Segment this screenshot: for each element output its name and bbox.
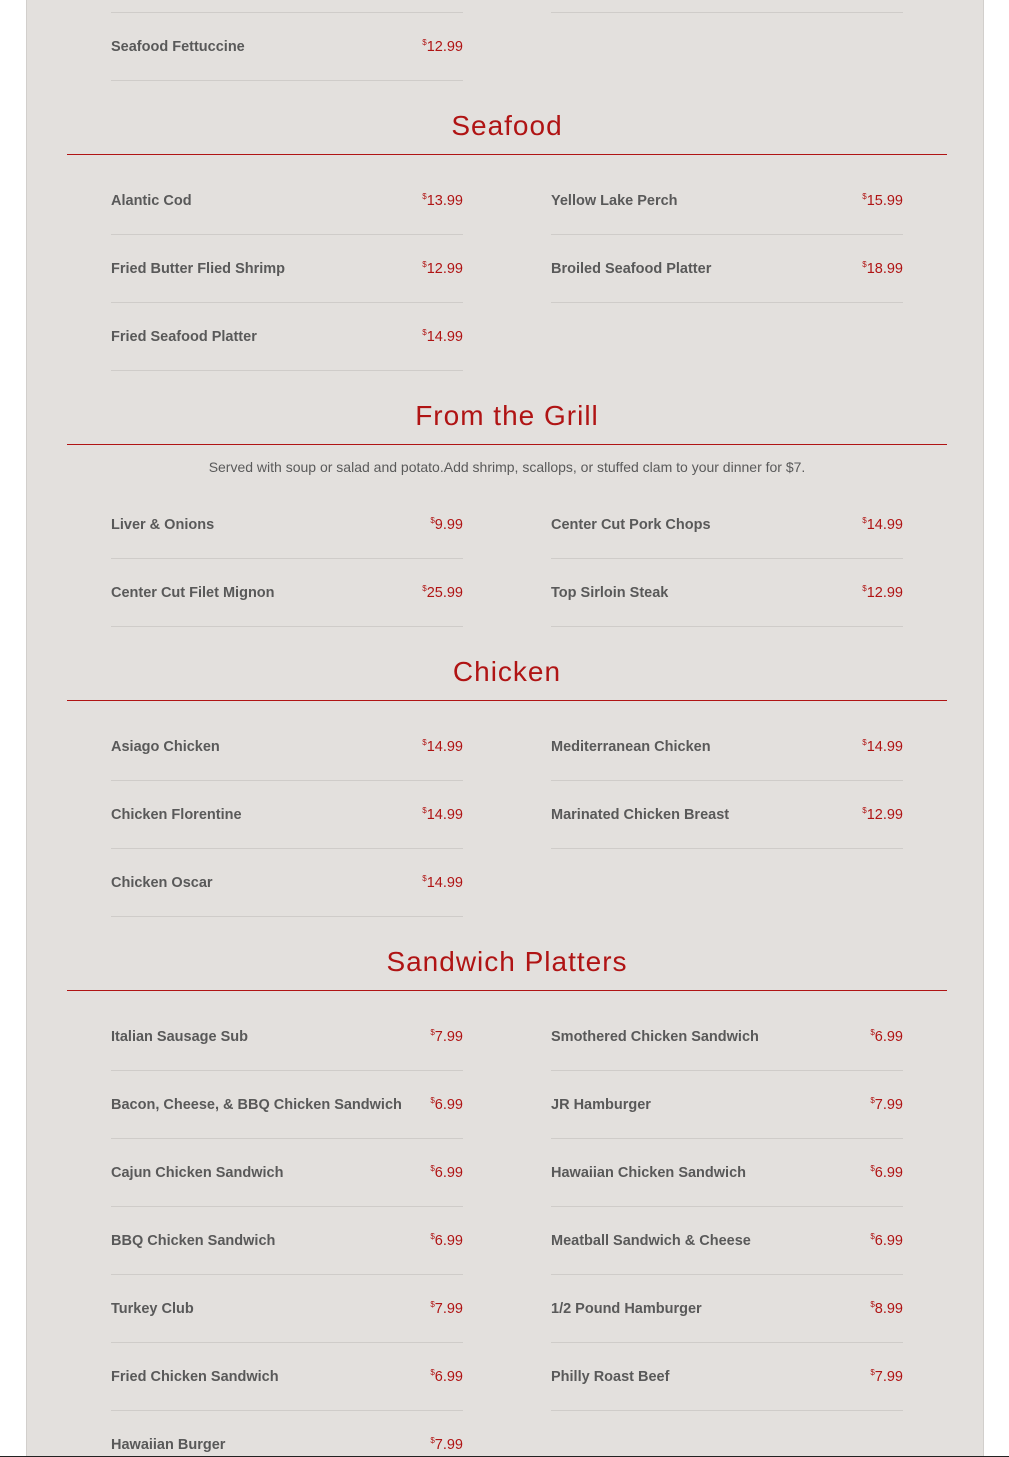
- currency-symbol: $: [422, 191, 427, 201]
- currency-symbol: $: [430, 1435, 435, 1445]
- currency-symbol: $: [430, 1095, 435, 1105]
- menu-section-seafood: [67, 98, 947, 371]
- currency-symbol: $: [422, 873, 427, 883]
- menu-item-top-sirloin-steak: [551, 559, 903, 627]
- currency-symbol: $: [870, 1231, 875, 1241]
- menu-item-seafood-fettuccine: [111, 13, 463, 81]
- price-amount: 14.99: [866, 738, 903, 755]
- menu-content: [67, 0, 947, 1456]
- currency-symbol: $: [422, 37, 427, 47]
- menu-section-sandwich-platters: [67, 934, 947, 1456]
- menu-item-price: [430, 1097, 463, 1113]
- menu-item-price: [870, 1301, 903, 1317]
- menu-item-price: [430, 1165, 463, 1181]
- menu-item-price: [430, 1029, 463, 1045]
- menu-item-name: 1/2 Pound Hamburger: [551, 1300, 702, 1317]
- price-amount: 8.99: [874, 1300, 903, 1317]
- menu-item-price: [870, 1233, 903, 1249]
- menu-item-price: [430, 1233, 463, 1249]
- currency-symbol: $: [862, 515, 867, 525]
- menu-item-price: [862, 585, 903, 601]
- menu-item-price: [862, 739, 903, 755]
- menu-item-cutoff: [111, 0, 463, 13]
- menu-item-price: [862, 517, 903, 533]
- menu-item-name: BBQ Chicken Sandwich: [111, 1232, 276, 1249]
- currency-symbol: $: [422, 737, 427, 747]
- menu-item-liver-onions: [111, 491, 463, 559]
- menu-item-name: Asiago Chicken: [111, 738, 220, 755]
- currency-symbol: $: [862, 583, 867, 593]
- currency-symbol: $: [862, 805, 867, 815]
- menu-item-price: [422, 807, 463, 823]
- menu-item-name: Cajun Chicken Sandwich: [111, 1164, 284, 1181]
- price-amount: 14.99: [426, 806, 463, 823]
- menu-item-price: [862, 193, 903, 209]
- menu-sections: [67, 98, 947, 1456]
- currency-symbol: $: [422, 259, 427, 269]
- menu-item-name: Center Cut Filet Mignon: [111, 584, 275, 601]
- menu-item-price: [422, 585, 463, 601]
- menu-item-center-cut-pork-chops: [551, 491, 903, 559]
- currency-symbol: $: [430, 1367, 435, 1377]
- menu-item-name: Broiled Seafood Platter: [551, 260, 712, 277]
- menu-item-name: Alantic Cod: [111, 192, 192, 209]
- menu-item-name: Yellow Lake Perch: [551, 192, 678, 209]
- menu-item-name: Hawaiian Burger: [111, 1436, 226, 1453]
- menu-item-price: [422, 329, 463, 345]
- menu-item-price: [870, 1165, 903, 1181]
- menu-item-name: Hawaiian Chicken Sandwich: [551, 1164, 746, 1181]
- menu-item-name: Fried Chicken Sandwich: [111, 1368, 279, 1385]
- price-amount: 12.99: [426, 38, 463, 55]
- currency-symbol: $: [422, 327, 427, 337]
- price-amount: 6.99: [434, 1232, 463, 1249]
- menu-item-chicken-florentine: [111, 781, 463, 849]
- menu-item-name: Meatball Sandwich & Cheese: [551, 1232, 751, 1249]
- menu-item-fried-chicken-sandwich: [111, 1343, 463, 1411]
- menu-item-chicken-oscar: [111, 849, 463, 917]
- menu-item-marinated-chicken-breast: [551, 781, 903, 849]
- currency-symbol: $: [430, 1231, 435, 1241]
- section-note: Served with soup or salad and potato.Add shrimp, scallops, or stuffed clam to your dinner for $7.: [208, 459, 806, 475]
- menu-item-philly-roast-beef: [551, 1343, 903, 1411]
- currency-symbol: $: [422, 805, 427, 815]
- price-amount: 7.99: [434, 1436, 463, 1453]
- menu-item-hawaiian-burger: [111, 1411, 463, 1456]
- menu-item-price: [430, 1301, 463, 1317]
- menu-item-name: Marinated Chicken Breast: [551, 806, 730, 823]
- price-amount: 9.99: [434, 516, 463, 533]
- section-items: [67, 155, 947, 371]
- currency-symbol: $: [862, 737, 867, 747]
- menu-item-name: Turkey Club: [111, 1300, 194, 1317]
- menu-item-asiago-chicken: [111, 713, 463, 781]
- menu-section-chicken: [67, 644, 947, 917]
- pasta-items-partial: [67, 0, 947, 81]
- currency-symbol: $: [870, 1095, 875, 1105]
- price-amount: 7.99: [874, 1368, 903, 1385]
- menu-item-name: Chicken Florentine: [111, 806, 242, 823]
- menu-item-italian-sausage-sub: [111, 1003, 463, 1071]
- section-title: Sandwich Platters: [67, 934, 947, 991]
- price-amount: 12.99: [866, 584, 903, 601]
- currency-symbol: $: [430, 1027, 435, 1037]
- price-amount: 6.99: [434, 1368, 463, 1385]
- price-amount: 7.99: [434, 1300, 463, 1317]
- price-amount: 15.99: [866, 192, 903, 209]
- menu-item-name: Chicken Oscar: [111, 874, 213, 891]
- price-amount: 14.99: [426, 738, 463, 755]
- menu-item-name: Top Sirloin Steak: [551, 584, 669, 601]
- currency-symbol: $: [430, 1163, 435, 1173]
- menu-item-jr-hamburger: [551, 1071, 903, 1139]
- menu-item-broiled-seafood-platter: [551, 235, 903, 303]
- menu-item-name: Seafood Fettuccine: [111, 38, 245, 55]
- menu-item-name: JR Hamburger: [551, 1096, 651, 1113]
- currency-symbol: $: [870, 1027, 875, 1037]
- menu-section-from-the-grill: [67, 388, 947, 627]
- section-title: Seafood: [67, 98, 947, 155]
- currency-symbol: $: [862, 259, 867, 269]
- menu-item-meatball-sandwich-cheese: [551, 1207, 903, 1275]
- section-title: From the Grill: [67, 388, 947, 445]
- menu-item-price: [430, 1369, 463, 1385]
- menu-item-fried-seafood-platter: [111, 303, 463, 371]
- menu-item-yellow-lake-perch: [551, 167, 903, 235]
- price-amount: 14.99: [426, 328, 463, 345]
- menu-panel: [26, 0, 984, 1456]
- menu-item-name: Center Cut Pork Chops: [551, 516, 711, 533]
- price-amount: 7.99: [434, 1028, 463, 1045]
- menu-item-name: Smothered Chicken Sandwich: [551, 1028, 759, 1045]
- section-items: [67, 991, 947, 1456]
- menu-item-price: [422, 193, 463, 209]
- menu-item-name: Liver & Onions: [111, 516, 215, 533]
- menu-item-price: [862, 261, 903, 277]
- menu-item-bacon-cheese-bbq-chicken-sandwich: [111, 1071, 463, 1139]
- menu-item-price: [430, 517, 463, 533]
- price-amount: 25.99: [426, 584, 463, 601]
- menu-item-name: Italian Sausage Sub: [111, 1028, 248, 1045]
- currency-symbol: $: [862, 191, 867, 201]
- price-amount: 6.99: [434, 1164, 463, 1181]
- price-amount: 6.99: [874, 1232, 903, 1249]
- menu-item-cutoff: [551, 0, 903, 13]
- menu-item-mediterranean-chicken: [551, 713, 903, 781]
- menu-item-price: [862, 807, 903, 823]
- currency-symbol: $: [870, 1299, 875, 1309]
- menu-item-name: Fried Butter Flied Shrimp: [111, 260, 286, 277]
- menu-item-name: Mediterranean Chicken: [551, 738, 711, 755]
- menu-item-1-2-pound-hamburger: [551, 1275, 903, 1343]
- currency-symbol: $: [430, 1299, 435, 1309]
- price-amount: 12.99: [426, 260, 463, 277]
- menu-item-cajun-chicken-sandwich: [111, 1139, 463, 1207]
- menu-item-bbq-chicken-sandwich: [111, 1207, 463, 1275]
- menu-item-fried-butter-flied-shrimp: [111, 235, 463, 303]
- menu-item-hawaiian-chicken-sandwich: [551, 1139, 903, 1207]
- price-amount: 7.99: [874, 1096, 903, 1113]
- menu-item-price: [422, 739, 463, 755]
- menu-item-price: [870, 1369, 903, 1385]
- price-amount: 13.99: [426, 192, 463, 209]
- price-amount: 14.99: [866, 516, 903, 533]
- menu-item-smothered-chicken-sandwich: [551, 1003, 903, 1071]
- price-amount: 12.99: [866, 806, 903, 823]
- menu-item-price: [430, 1437, 463, 1453]
- menu-item-turkey-club: [111, 1275, 463, 1343]
- menu-item-price: [422, 261, 463, 277]
- currency-symbol: $: [870, 1163, 875, 1173]
- section-items: [67, 489, 947, 627]
- menu-item-price: [870, 1029, 903, 1045]
- menu-item-name: Fried Seafood Platter: [111, 328, 257, 345]
- price-amount: 6.99: [874, 1164, 903, 1181]
- currency-symbol: $: [422, 583, 427, 593]
- menu-item-price: [422, 39, 463, 55]
- price-amount: 6.99: [434, 1096, 463, 1113]
- section-items: [67, 701, 947, 917]
- price-amount: 14.99: [426, 874, 463, 891]
- menu-item-center-cut-filet-mignon: [111, 559, 463, 627]
- menu-item-price: [870, 1097, 903, 1113]
- menu-item-name: Philly Roast Beef: [551, 1368, 670, 1385]
- menu-item-alantic-cod: [111, 167, 463, 235]
- section-title: Chicken: [67, 644, 947, 701]
- menu-item-name: Bacon, Cheese, & BBQ Chicken Sandwich: [111, 1096, 402, 1113]
- currency-symbol: $: [870, 1367, 875, 1377]
- currency-symbol: $: [430, 515, 435, 525]
- menu-item-price: [422, 875, 463, 891]
- price-amount: 6.99: [874, 1028, 903, 1045]
- price-amount: 18.99: [866, 260, 903, 277]
